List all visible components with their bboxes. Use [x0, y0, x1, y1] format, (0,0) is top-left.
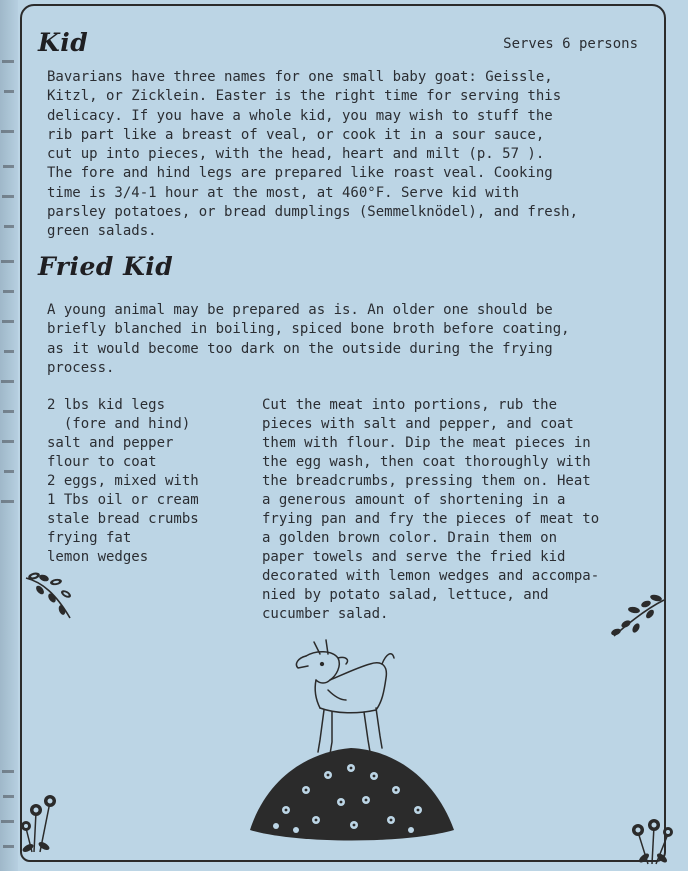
ingredient-item: (fore and hind)	[47, 416, 191, 432]
ingredient-item: 2 eggs, mixed with	[47, 473, 199, 489]
kid-intro-paragraph: Bavarians have three names for one small baby goat: Geissle, Kitzl, or Zicklein. Easter is the right time for serving this delicacy. If you have a whole kid, you may wish to stuff the rib part like a breast of veal, or cook it in a sour sauce, cut up into pieces, with the head, heart and milt (p. 57 ). The fore and hind legs are prepared like roast veal. Cooking time is 3/4-1 hour at the most, at 460°F. Serve kid with parsley potatoes, or bread dumplings (Semmelknödel), and fresh, green salads.	[47, 69, 579, 240]
ingredient-item: frying fat	[47, 530, 132, 546]
ingredient-item: stale bread crumbs	[47, 511, 199, 527]
recipe-title-kid: Kid	[38, 28, 89, 57]
fried-kid-intro-paragraph: A young animal may be prepared as is. An older one should be briefly blanched in boiling, spiced bone broth before coating, as it would become too dark on the outside during the frying process.	[47, 302, 570, 376]
method-instructions: Cut the meat into portions, rub the pieces with salt and pepper, and coat them with flour. Dip the meat pieces in the egg wash, then coat thoroughly with the breadcrumbs, pressing them on. Heat a generous amount of shortening in a frying pan and fry the pieces of meat to a golden brown color. Drain them on paper towels and serve the fried kid decorated with lemon wedges and accompa- nied by potato salad, lettuce, and cucumber salad.	[262, 397, 600, 622]
ingredient-item: 2 lbs kid legs	[47, 397, 166, 413]
leaf-sprig-icon	[606, 592, 668, 642]
ingredient-item: flour to coat	[47, 454, 157, 470]
goat-kid-on-flowers-illustration	[236, 630, 466, 852]
recipe-title-fried-kid: Fried Kid	[38, 252, 174, 281]
ingredient-item: lemon wedges	[47, 549, 149, 565]
daisy-flower-icon	[18, 792, 62, 858]
ingredient-list	[47, 396, 199, 567]
leaf-sprig-icon	[22, 568, 80, 624]
adjacent-page-text-fragments	[0, 0, 18, 871]
ingredient-item: 1 Tbs oil or cream	[47, 492, 199, 508]
daisy-flower-icon	[626, 818, 676, 868]
ingredient-item: salt and pepper	[47, 435, 174, 451]
serves-count: Serves 6 persons	[503, 36, 638, 52]
